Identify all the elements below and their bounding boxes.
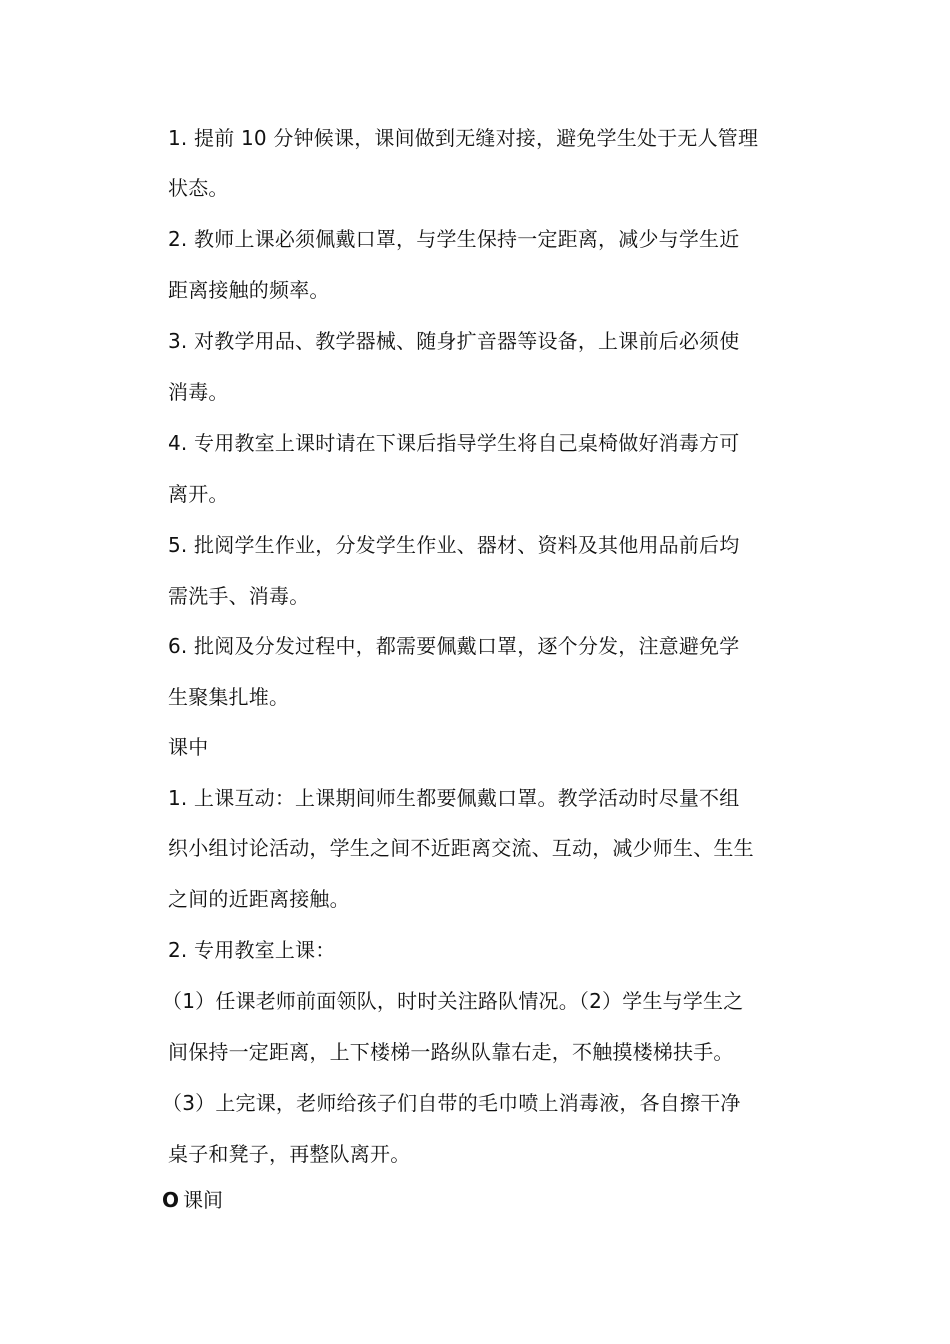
text-line-19: 间保持一定距离，上下楼梯一路纵队靠右走，不触摸楼梯扶手。 [168, 1040, 734, 1064]
text-line-20: （3）上完课，老师给孩子们自带的毛巾喷上消毒液，各自擦干净 [162, 1091, 741, 1115]
text-line-12: 生聚集扎堆。 [168, 685, 290, 709]
text-line-6: 消毒。 [168, 380, 229, 404]
section-heading-kezhong: 课中 [168, 735, 209, 759]
text-line-4: 距离接触的频率。 [168, 278, 330, 302]
text-line-8: 离开。 [168, 482, 229, 506]
text-line-17: 2. 专用教室上课： [168, 938, 336, 962]
text-line-3: 2. 教师上课必须佩戴口罩，与学生保持一定距离，减少与学生近 [168, 227, 740, 251]
text-line-15: 织小组讨论活动，学生之间不近距离交流、互动，减少师生、生生 [168, 836, 754, 860]
text-line-14: 1. 上课互动：上课期间师生都要佩戴口罩。教学活动时尽量不组 [168, 786, 740, 810]
text-line-16: 之间的近距离接触。 [168, 887, 350, 911]
text-line-18: （1）任课老师前面领队，时时关注路队情况。（2）学生与学生之 [162, 989, 744, 1013]
section-heading-kejian [162, 1187, 223, 1213]
section-heading-label: 课间 [183, 1188, 224, 1212]
text-line-11: 6. 批阅及分发过程中，都需要佩戴口罩，逐个分发，注意避免学 [168, 634, 740, 658]
text-line-7: 4. 专用教室上课时请在下课后指导学生将自己桌椅做好消毒方可 [168, 431, 740, 455]
text-line-1: 1. 提前 10 分钟候课，课间做到无缝对接，避免学生处于无人管理 [168, 126, 759, 150]
text-line-9: 5. 批阅学生作业，分发学生作业、器材、资料及其他用品前后均 [168, 533, 740, 557]
text-line-21: 桌子和凳子，再整队离开。 [168, 1142, 411, 1166]
text-line-10: 需洗手、消毒。 [168, 584, 310, 608]
circle-bullet-icon: O [162, 1188, 180, 1212]
text-line-5: 3. 对教学用品、教学器械、随身扩音器等设备，上课前后必须使 [168, 329, 740, 353]
text-line-2: 状态。 [168, 176, 229, 200]
